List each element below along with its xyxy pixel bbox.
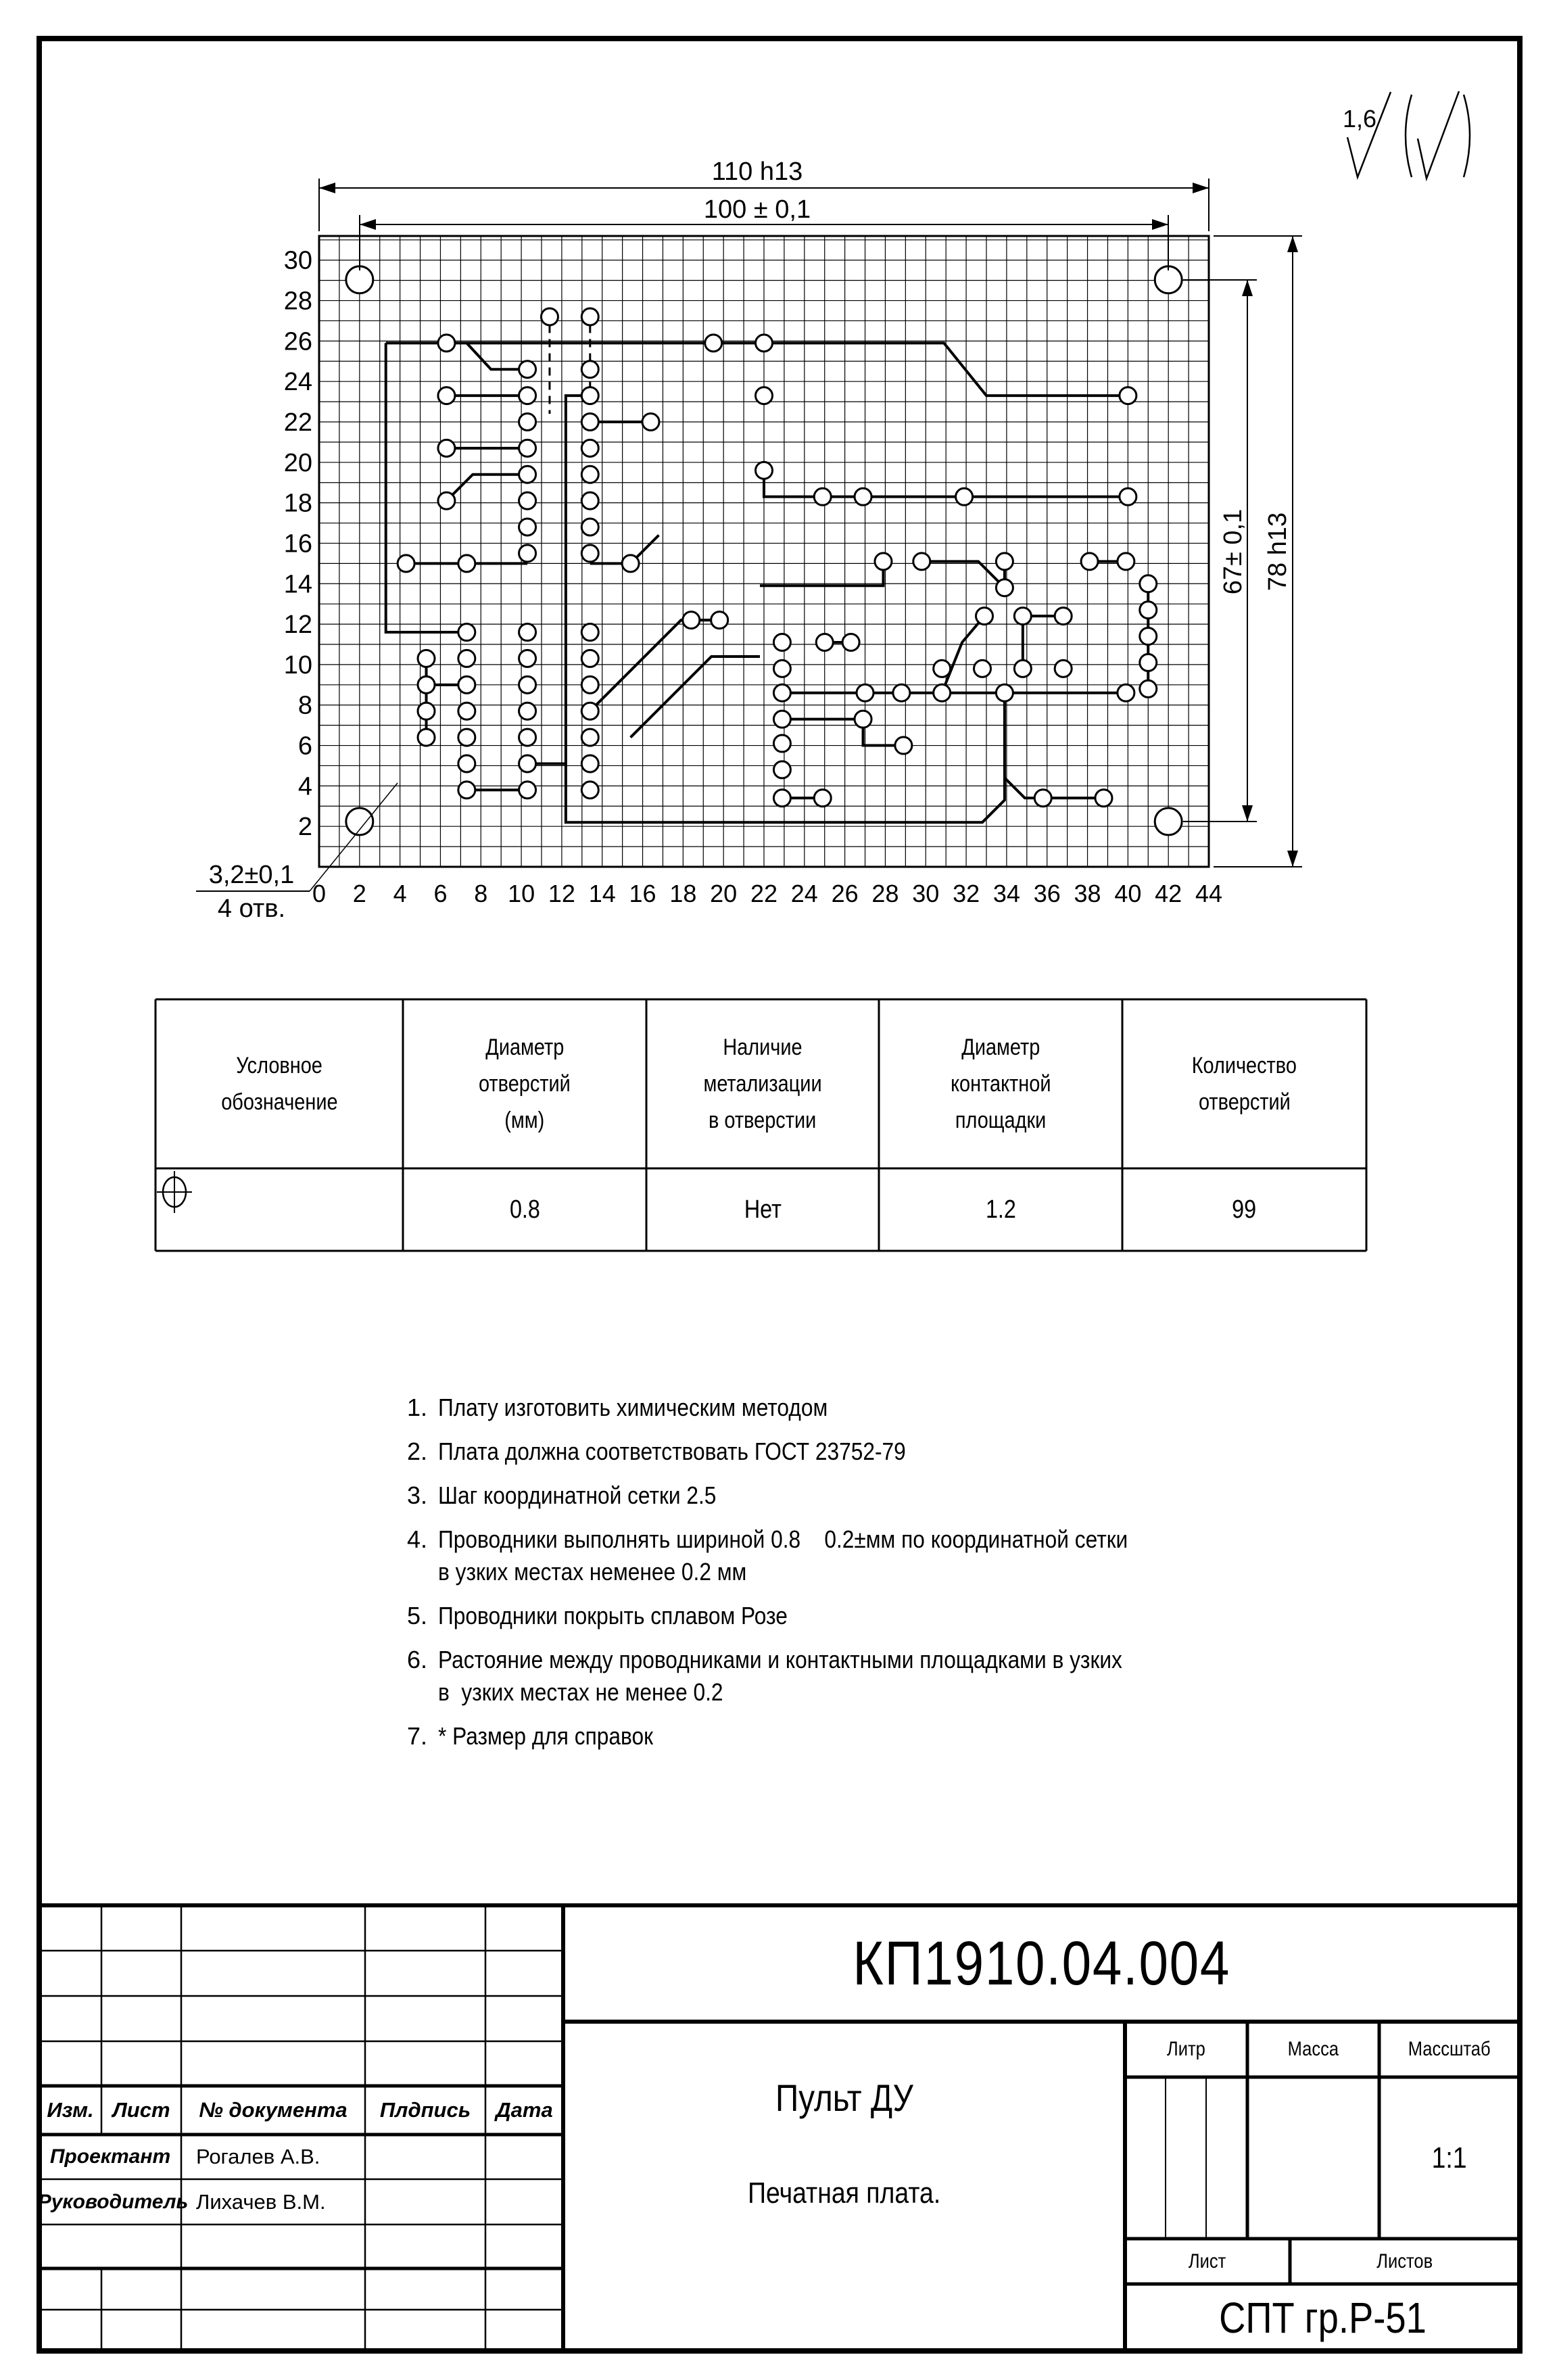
hole-table-cell-pad: 1.2 [985, 1195, 1016, 1224]
organization: СПТ гр.Р-51 [1218, 2293, 1427, 2342]
hole-symbol-icon [155, 1168, 193, 1216]
document-type: Печатная плата. [747, 2176, 941, 2210]
svg-text:22: 22 [750, 880, 778, 907]
hole-table-header-diameter: Диаметр отверстий (мм) [479, 1034, 571, 1133]
masshtab-label: Массштаб [1408, 2038, 1491, 2060]
svg-text:3,2±0,1: 3,2±0,1 [208, 861, 295, 889]
notes-list [407, 1391, 1259, 1764]
svg-text:6: 6 [297, 732, 312, 761]
hole-table-header-metallization: Наличие метализации в отверстии [703, 1034, 822, 1133]
hole-table-cell-diameter: 0.8 [509, 1195, 540, 1224]
grid-axis-labels [284, 247, 1222, 907]
svg-text:2: 2 [297, 813, 312, 842]
svg-text:32: 32 [953, 880, 980, 907]
note-7: 7. * Размер для справок [407, 1722, 653, 1750]
svg-text:4: 4 [393, 880, 407, 907]
svg-text:12: 12 [548, 880, 575, 907]
lt-header-podpis: Плдпись [379, 2098, 471, 2122]
note-3: 3. Шаг координатной сетки 2.5 [407, 1481, 717, 1509]
svg-text:24: 24 [790, 880, 818, 907]
svg-text:18: 18 [669, 880, 697, 907]
lt-header-izm: Изм. [47, 2098, 94, 2122]
document-number: КП1910.04.004 [853, 1928, 1230, 1998]
svg-text:20: 20 [710, 880, 738, 907]
hole-table-cell-symbol [155, 1168, 403, 1251]
note-4: 4. Проводники выполнять шириной 0.8 0.2±мм по координатной сетки в узких местах неменее 0.2 мм [407, 1525, 1128, 1586]
mount-hole-callout [196, 783, 398, 923]
svg-text:10: 10 [508, 880, 535, 907]
lt-role-proektant: Проектант [49, 2145, 171, 2168]
svg-text:12: 12 [283, 611, 312, 640]
lt-role-rukovoditel: Руководитель [37, 2190, 189, 2213]
svg-text:67± 0,1: 67± 0,1 [1219, 508, 1247, 595]
note-6: 6. Растояние между проводниками и контактными площадками в узких в узких местах не менее 0.2 [407, 1646, 1122, 1706]
hole-table-header-count: Количество отверстий [1191, 1053, 1297, 1115]
note-2: 2. Плата должна соответствовать ГОСТ 23752-79 [407, 1437, 906, 1465]
svg-text:18: 18 [283, 489, 312, 518]
svg-text:6: 6 [433, 880, 448, 907]
sheet-label: Лист [1189, 2250, 1226, 2272]
svg-text:16: 16 [629, 880, 656, 907]
lt-header-docnum: № документа [199, 2098, 348, 2122]
pcb-grid [319, 236, 1209, 867]
svg-text:30: 30 [912, 880, 940, 907]
svg-text:44: 44 [1195, 880, 1223, 907]
lt-header-list: Лист [112, 2098, 170, 2122]
litr-label: Литр [1167, 2038, 1205, 2060]
svg-text:1,6: 1,6 [1343, 105, 1377, 133]
hole-table-header-pad: Диаметр контактной площадки [950, 1034, 1051, 1133]
svg-text:8: 8 [297, 691, 312, 720]
svg-text:16: 16 [283, 529, 312, 558]
svg-text:34: 34 [992, 880, 1020, 907]
svg-text:40: 40 [1114, 880, 1142, 907]
svg-text:22: 22 [283, 408, 312, 437]
note-1: 1. Плату изготовить химическим методом [407, 1394, 828, 1421]
lt-header-data: Дата [496, 2098, 553, 2122]
svg-text:30: 30 [283, 246, 312, 275]
svg-text:28: 28 [871, 880, 899, 907]
note-5: 5. Проводники покрыть сплавом Розе [407, 1602, 788, 1629]
svg-text:8: 8 [474, 880, 488, 907]
svg-text:0: 0 [312, 880, 327, 907]
hole-table-cell-metallization: Нет [744, 1195, 782, 1224]
svg-text:4 отв.: 4 отв. [217, 895, 286, 923]
hole-table-cell-count: 99 [1232, 1195, 1257, 1224]
lt-name-rogalev: Рогалев А.В. [196, 2145, 320, 2168]
svg-text:78 h13: 78 h13 [1264, 512, 1292, 592]
lt-name-lihachev: Лихачев В.М. [196, 2189, 326, 2214]
scale-value: 1:1 [1431, 2141, 1467, 2174]
svg-text:10: 10 [283, 650, 312, 680]
svg-text:26: 26 [283, 327, 312, 356]
svg-text:2: 2 [352, 880, 366, 907]
svg-text:42: 42 [1155, 880, 1182, 907]
roughness-symbol [1343, 91, 1470, 178]
hole-table-header-designation: Условное обозначение [220, 1053, 338, 1115]
svg-text:26: 26 [831, 880, 859, 907]
sheets-label: Листов [1376, 2250, 1433, 2272]
svg-text:4: 4 [297, 772, 312, 801]
svg-text:28: 28 [283, 287, 312, 316]
svg-text:20: 20 [283, 448, 312, 477]
svg-text:14: 14 [283, 570, 312, 599]
svg-text:24: 24 [283, 368, 312, 397]
product-name: Пульт ДУ [775, 2076, 913, 2119]
svg-text:38: 38 [1074, 880, 1101, 907]
svg-text:36: 36 [1033, 880, 1061, 907]
svg-text:100 ± 0,1: 100 ± 0,1 [703, 195, 811, 224]
svg-text:110 h13: 110 h13 [711, 158, 803, 186]
massa-label: Масса [1287, 2038, 1339, 2060]
svg-text:14: 14 [588, 880, 616, 907]
